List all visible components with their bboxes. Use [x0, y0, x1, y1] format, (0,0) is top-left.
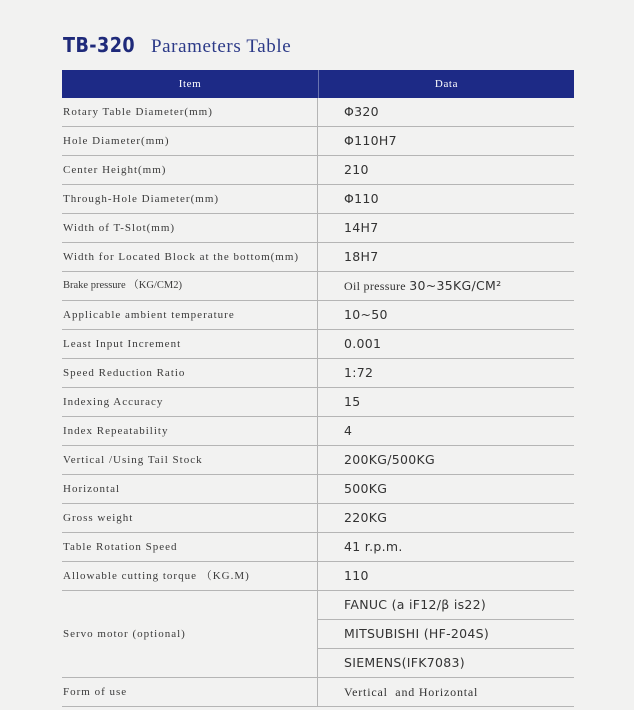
table-row	[62, 359, 574, 388]
page-title	[63, 33, 291, 58]
param-value: 220KG	[344, 510, 388, 525]
table-row	[62, 388, 574, 417]
param-value: 1:72	[344, 365, 374, 380]
param-name: Width for Located Block at the bottom(mm)	[62, 243, 318, 271]
table-row	[62, 98, 574, 127]
table-row	[62, 475, 574, 504]
table-row	[62, 330, 574, 359]
table-row	[62, 301, 574, 330]
servo-option: MITSUBISHI (HF-204S)	[318, 620, 574, 649]
table-row	[62, 156, 574, 185]
title-subtitle: Parameters Table	[150, 36, 292, 57]
param-value: Φ110H7	[344, 133, 397, 148]
servo-motor-row	[62, 591, 574, 678]
param-value: 10~50	[344, 307, 388, 322]
param-value: Vertical and Horizontal	[344, 685, 479, 699]
param-name: Through-Hole Diameter(mm)	[62, 185, 318, 213]
table-row	[62, 243, 574, 272]
table-row	[62, 533, 574, 562]
param-name: Center Height(mm)	[62, 156, 318, 184]
param-name: Allowable cutting torque （KG.M)	[62, 562, 318, 590]
param-value: 500KG	[344, 481, 388, 496]
param-value: 0.001	[344, 336, 382, 351]
table-row	[62, 214, 574, 243]
table-header	[62, 70, 574, 98]
parameters-table	[62, 70, 574, 707]
table-row	[62, 504, 574, 533]
param-name: Form of use	[62, 678, 318, 706]
param-value: 110	[344, 568, 369, 583]
param-name: Table Rotation Speed	[62, 533, 318, 561]
param-value: 15	[344, 394, 361, 409]
param-name: Hole Diameter(mm)	[62, 127, 318, 155]
table-row	[62, 417, 574, 446]
param-name: Horizontal	[62, 475, 318, 503]
header-data: Data	[434, 78, 459, 90]
table-row	[62, 678, 574, 707]
table-row	[62, 272, 574, 301]
servo-option: SIEMENS(IFK7083)	[344, 655, 465, 670]
param-name: Index Repeatability	[62, 417, 318, 445]
param-value: 41 r.p.m.	[344, 539, 403, 554]
param-name: Vertical /Using Tail Stock	[62, 446, 318, 474]
param-name: Brake pressure （KG/CM2)	[62, 272, 318, 300]
param-value-number: 30~35KG/CM²	[409, 278, 502, 293]
param-name: Least Input Increment	[62, 330, 318, 358]
servo-options	[318, 591, 574, 677]
table-row	[62, 562, 574, 591]
table-row	[62, 127, 574, 156]
param-name: Applicable ambient temperature	[62, 301, 318, 329]
param-value: 200KG/500KG	[344, 452, 435, 467]
param-name: Speed Reduction Ratio	[62, 359, 318, 387]
param-value: 4	[344, 423, 353, 438]
param-value: 210	[344, 162, 369, 177]
param-name: Servo motor (optional)	[62, 591, 318, 677]
table-row	[62, 446, 574, 475]
param-name: Rotary Table Diameter(mm)	[62, 98, 318, 126]
param-value: 18H7	[344, 249, 379, 264]
param-name: Indexing Accuracy	[62, 388, 318, 416]
servo-option: FANUC (a iF12/β is22)	[318, 591, 574, 620]
param-name: Width of T-Slot(mm)	[62, 214, 318, 242]
param-value: Φ110	[344, 191, 379, 206]
model-name: TB-320	[63, 33, 136, 57]
param-value: Φ320	[344, 104, 379, 119]
header-item: Item	[62, 70, 319, 98]
param-value-prefix: Oil pressure	[344, 279, 410, 293]
table-row	[62, 185, 574, 214]
param-name: Gross weight	[62, 504, 318, 532]
param-value	[318, 272, 574, 300]
param-value: 14H7	[344, 220, 379, 235]
